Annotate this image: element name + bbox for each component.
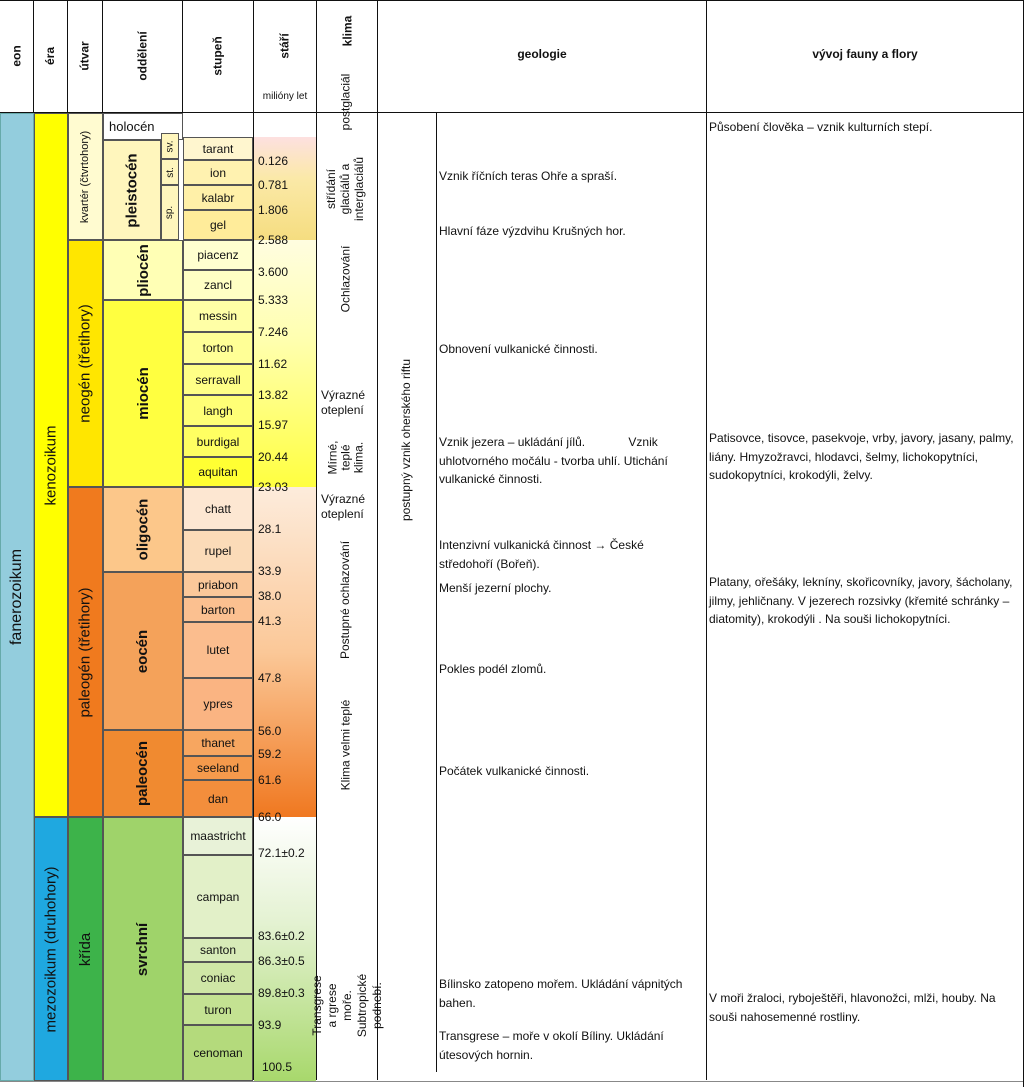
stage-langh — [183, 395, 253, 426]
age-label: 13.82 — [258, 388, 289, 402]
system-quaternary-label: kvartér (čtvrtohory) — [79, 130, 92, 223]
system-cretaceous-label: křída — [77, 932, 95, 966]
series-oligocene — [103, 487, 183, 572]
age-label: 41.3 — [258, 614, 282, 628]
age-label: 66.0 — [258, 810, 282, 824]
pleistocene-lower — [161, 185, 179, 240]
series-pleistocene — [103, 140, 161, 240]
climate-mild: Mírné, teplé klima. — [325, 440, 366, 475]
age-label: 47.8 — [258, 671, 282, 685]
age-label: 0.781 — [258, 178, 289, 192]
grid-line — [377, 0, 378, 1080]
age-label: 11.62 — [258, 357, 288, 371]
stage-santon-label: santon — [199, 943, 237, 957]
stage-coniac-label: coniac — [200, 971, 236, 985]
stage-turon — [183, 994, 253, 1025]
age-label: 61.6 — [258, 773, 282, 787]
age-label: 2.588 — [258, 233, 289, 247]
stage-dan — [183, 780, 253, 817]
grid-line — [706, 0, 707, 1080]
geology-note: Hlavní fáze výzdvihu Krušných hor. — [439, 224, 626, 238]
age-label: 83.6±0.2 — [258, 929, 305, 943]
header-fauna — [707, 0, 1023, 112]
header-series-label: oddělení — [135, 31, 150, 81]
stage-barton-label: barton — [200, 602, 236, 617]
climate-warming-2: Výrazné oteplení — [321, 492, 366, 521]
stage-torton-label: torton — [202, 341, 234, 355]
header-stage-label: stupeň — [211, 36, 225, 76]
age-label: 0.126 — [258, 154, 289, 168]
stage-chatt — [183, 487, 253, 530]
stage-kalabr-label: kalabr — [201, 190, 235, 205]
climate-hot: Klima velmi teplé — [338, 699, 353, 791]
header-age-label: stáří — [277, 33, 292, 59]
stage-barton — [183, 597, 253, 622]
geology-note: Transgrese – moře v okolí Bíliny. Ukládání útesových hornin. — [439, 1029, 664, 1062]
grid-line — [316, 0, 317, 1080]
eon-phanerozoic-label: fanerozoikum — [8, 548, 26, 646]
stage-piacenz-label: piacenz — [197, 248, 239, 262]
series-eocene-label: eocén — [134, 629, 152, 673]
series-miocene — [103, 300, 183, 487]
age-label: 89.8±0.3 — [258, 986, 305, 1000]
eon-phanerozoic — [0, 113, 34, 1081]
stage-seeland — [183, 756, 253, 780]
series-miocene-label: miocén — [134, 367, 152, 420]
header-geology — [378, 0, 706, 112]
header-era-label: éra — [43, 46, 58, 66]
era-mesozoic — [34, 817, 68, 1081]
stage-santon — [183, 938, 253, 962]
stage-aquitan-label: aquitan — [198, 465, 238, 479]
header-age — [254, 0, 316, 112]
stage-messin — [183, 300, 253, 332]
pleistocene-middle — [161, 159, 179, 185]
series-paleocene-label: paleocén — [134, 740, 152, 807]
climate-cooling: Ochlazování — [338, 245, 353, 313]
stage-piacenz — [183, 240, 253, 270]
series-holocene-label: holocén — [109, 119, 155, 134]
geology-note: Bílinsko zatopeno mořem. Ukládání vápnitých bahen. — [439, 977, 683, 1010]
system-paleogene — [68, 487, 103, 817]
series-pliocene — [103, 240, 183, 300]
age-label: 1.806 — [258, 203, 289, 217]
climate-glacial: střídání glaciálů a interglaciálů — [324, 156, 367, 222]
geology-note: Obnovení vulkanické činnosti. — [439, 342, 598, 356]
stage-ypres — [183, 678, 253, 730]
header-age-unit: milióny let — [262, 91, 308, 102]
fauna-note: Patisovce, tisovce, pasekvoje, vrby, javory, jasany, palmy, liány. Hmyzožravci, hlodavci, šelmy, lichokopytníci, sudokopytníci, krokodýli, želvy. — [709, 431, 1014, 482]
header-eon — [0, 0, 33, 112]
stage-turon-label: turon — [204, 1002, 232, 1017]
stage-gel — [183, 210, 253, 240]
stage-kalabr — [183, 185, 253, 210]
age-label: 33.9 — [258, 564, 282, 578]
age-label: 100.5 — [262, 1060, 293, 1074]
climate-gradual: Postupné ochlazování — [338, 540, 352, 660]
climate-warming-1: Výrazné oteplení — [321, 388, 366, 417]
stage-tarant — [183, 137, 253, 160]
stage-campan-label: campan — [196, 889, 240, 904]
header-climate-label: klima — [340, 15, 354, 47]
stage-rupel-label: rupel — [204, 544, 232, 558]
system-neogene-label: neogén (třetihory) — [77, 304, 94, 423]
age-label: 3.600 — [258, 265, 289, 279]
age-label: 7.246 — [258, 325, 289, 339]
stage-torton — [183, 332, 253, 364]
stage-langh-label: langh — [203, 403, 233, 418]
series-upper-label: svrchní — [134, 922, 152, 976]
stage-tarant-label: tarant — [202, 141, 234, 156]
era-cenozoic — [34, 113, 68, 817]
age-label: 86.3±0.5 — [258, 954, 305, 968]
header-stage — [183, 0, 253, 112]
pleistocene-upper-label: sv. — [164, 139, 176, 153]
series-oligocene-label: oligocén — [134, 498, 152, 561]
stage-coniac — [183, 962, 253, 994]
geology-note: Menší jezerní plochy. — [439, 581, 552, 595]
stage-messin-label: messin — [198, 309, 237, 323]
series-eocene — [103, 572, 183, 730]
climate-transgression: Transgrese a rgrese moře. Subtropické podnebí. — [310, 973, 385, 1037]
stage-cenoman — [183, 1025, 253, 1081]
system-quaternary — [68, 113, 103, 240]
stage-burdigal — [183, 426, 253, 457]
series-pliocene-label: pliocén — [134, 243, 152, 297]
system-neogene — [68, 240, 103, 487]
age-label: 38.0 — [258, 589, 282, 603]
stage-ion — [183, 160, 253, 185]
era-mesozoic-label: mezozoikum (druhohory) — [42, 866, 60, 1032]
stage-maastricht — [183, 817, 253, 855]
series-pleistocene-label: pleistocén — [123, 152, 141, 228]
age-label: 59.2 — [258, 747, 282, 761]
stage-chatt-label: chatt — [204, 501, 231, 516]
series-paleocene — [103, 730, 183, 817]
stage-zancl-label: zancl — [203, 278, 232, 292]
geology-note: Vznik jezera – ukládání jílů. Vznik uhlotvorného močálu - tvorba uhlí. Utichání vulkanické činnosti. — [439, 435, 672, 486]
climate-postglacial: postglaciál — [338, 73, 353, 131]
age-label: 23.03 — [258, 480, 289, 494]
stage-priabon — [183, 572, 253, 597]
stage-aquitan — [183, 457, 253, 487]
stage-burdigal-label: burdigal — [196, 434, 240, 449]
age-label: 72.1±0.2 — [258, 846, 305, 860]
series-upper-cretaceous — [103, 817, 183, 1081]
header-eon-label: eon — [9, 45, 24, 67]
grid-line — [436, 112, 437, 1072]
stage-ion-label: ion — [209, 165, 226, 180]
age-band-paleogene — [254, 487, 316, 817]
age-label: 93.9 — [258, 1018, 282, 1032]
age-label: 56.0 — [258, 724, 282, 738]
stage-zancl — [183, 270, 253, 300]
header-system — [68, 0, 102, 112]
stage-gel-label: gel — [209, 218, 226, 232]
stage-thanet-label: thanet — [201, 736, 235, 750]
stage-dan-label: dan — [207, 791, 229, 806]
stage-lutet-label: lutet — [206, 643, 230, 657]
header-geology-label: geologie — [517, 47, 567, 61]
pleistocene-middle-label: st. — [164, 166, 176, 178]
stage-priabon-label: priabon — [197, 577, 239, 592]
rift-label: postupný vznik oherského riftu — [399, 358, 413, 522]
geology-note: Pokles podél zlomů. — [439, 662, 547, 676]
stage-thanet — [183, 730, 253, 756]
stage-serravall — [183, 364, 253, 395]
stage-campan — [183, 855, 253, 938]
stage-seeland-label: seeland — [196, 761, 240, 775]
grid-line — [0, 1081, 1024, 1082]
system-paleogene-label: paleogén (třetihory) — [77, 586, 95, 718]
pleistocene-lower-label: sp. — [164, 205, 176, 220]
pleistocene-upper — [161, 133, 179, 159]
geology-note: Počátek vulkanické činnosti. — [439, 764, 590, 778]
fauna-note: Působení člověka – vznik kulturních stepí. — [709, 120, 933, 134]
stage-ypres-label: ypres — [203, 697, 233, 711]
geology-note: Vznik říčních teras Ohře a spraší. — [439, 169, 618, 183]
stage-lutet — [183, 622, 253, 678]
age-label: 28.1 — [258, 522, 282, 536]
stage-serravall-label: serravall — [195, 372, 241, 387]
header-series — [103, 0, 182, 112]
header-fauna-label: vývoj fauny a flory — [812, 47, 918, 61]
age-label: 20.44 — [258, 450, 289, 464]
era-cenozoic-label: kenozoikum — [42, 424, 60, 506]
geology-note: Intenzivní vulkanická činnost → České středohoří (Bořeň). — [439, 538, 644, 571]
age-label: 15.97 — [258, 418, 289, 432]
header-system-label: útvar — [78, 41, 92, 71]
system-cretaceous — [68, 817, 103, 1081]
fauna-note: Platany, ořešáky, lekníny, skořicovníky, javory, šácholany, jilmy, jehličnany. V jezerech rozsivky (křemité schránky – diatomity), krokodýli . Na souši lichokopytníci. — [709, 575, 1013, 626]
fauna-note: V moři žraloci, ryboještěři, hlavonožci, mlži, houby. Na souši nahosemenné rostliny. — [709, 991, 996, 1024]
age-label: 5.333 — [258, 293, 289, 307]
stage-rupel — [183, 530, 253, 572]
header-era — [34, 0, 67, 112]
stage-cenoman-label: cenoman — [193, 1046, 243, 1060]
stage-maastricht-label: maastricht — [190, 829, 246, 843]
